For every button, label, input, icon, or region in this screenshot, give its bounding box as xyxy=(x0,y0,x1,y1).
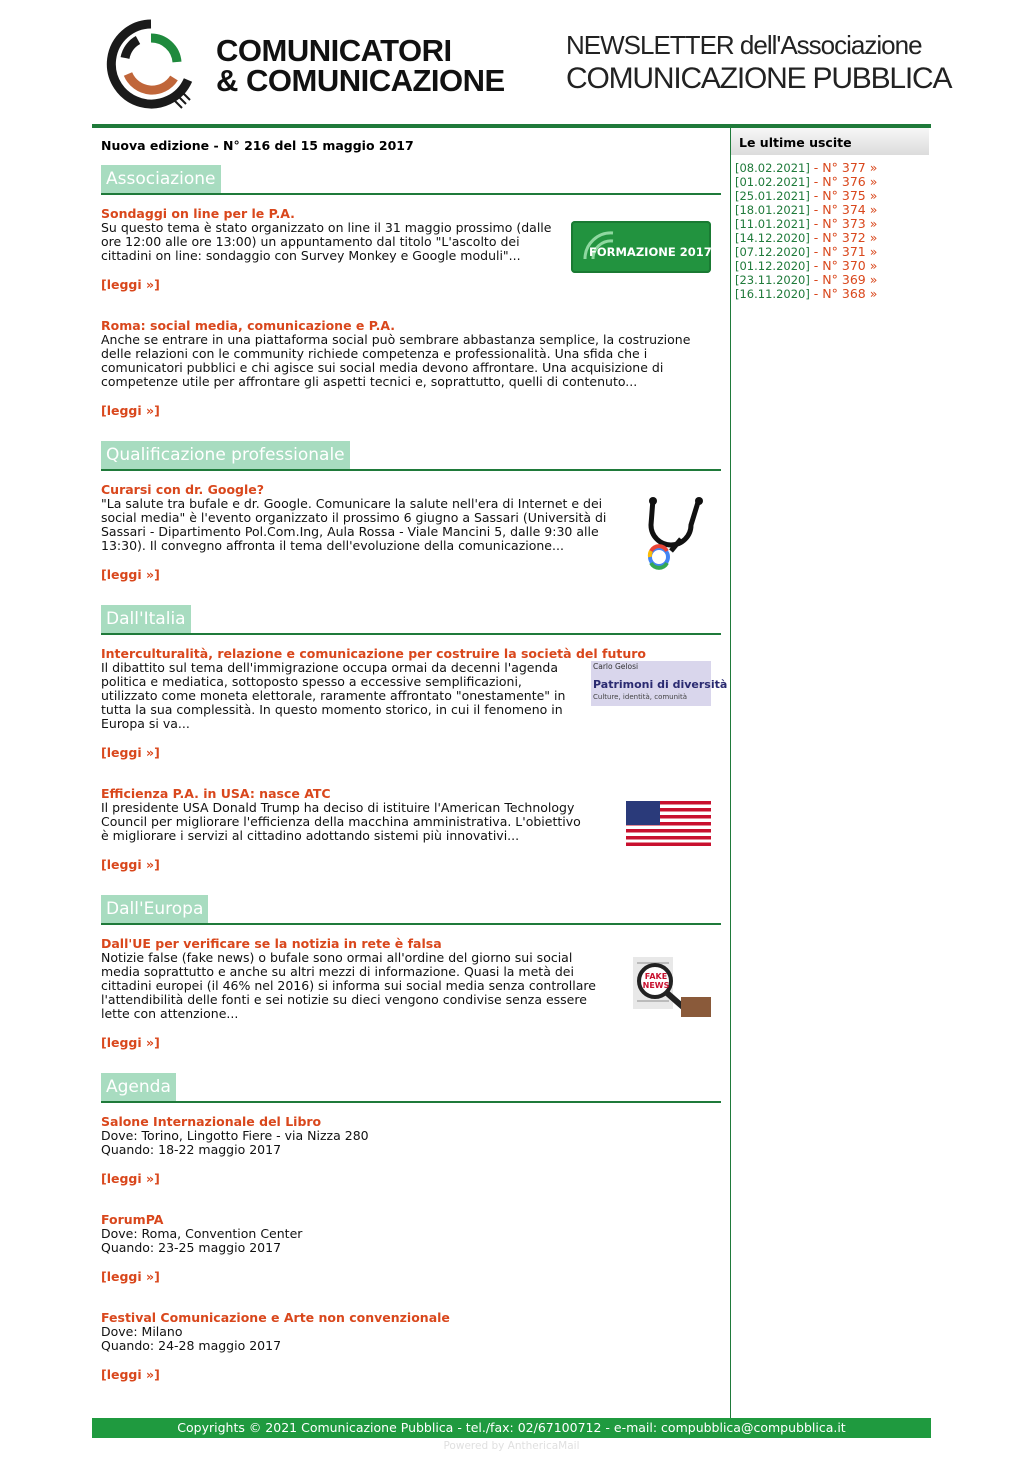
newsletter-tagline: NEWSLETTER dell'Associazione xyxy=(566,30,922,60)
issue-link[interactable]: N° 375 » xyxy=(822,188,878,203)
issue-link[interactable]: N° 373 » xyxy=(822,216,878,231)
article-summary: Su questo tema è stato organizzato on line il 31 maggio prossimo (dalle ore 12:00 alle ore 13:00) un appuntamento dal titolo "L'ascolto dei cittadini on line: sondaggio con Survey Monkey e Google moduli"... xyxy=(101,220,552,263)
formazione-thumbnail[interactable] xyxy=(571,221,711,273)
issue-separator: - xyxy=(809,202,823,217)
issue-item xyxy=(735,203,877,217)
agenda-when: Quando: 23-25 maggio 2017 xyxy=(101,1240,282,1255)
issue-separator: - xyxy=(809,216,823,231)
issue-link[interactable]: N° 369 » xyxy=(822,272,878,287)
issue-link[interactable]: N° 377 » xyxy=(822,160,878,175)
article-title-link[interactable]: Sondaggi on line per le P.A. xyxy=(101,206,295,221)
issue-list xyxy=(735,161,877,301)
newsletter-association-name: COMUNICAZIONE PUBBLICA xyxy=(566,62,952,95)
issue-date: [16.11.2020] xyxy=(735,287,810,301)
article-item xyxy=(101,482,721,582)
footer-copyright: Copyrights © 2021 Comunicazione Pubblica - tel./fax: 02/67100712 - e-mail: compubblica@compubblica.it xyxy=(92,1418,931,1438)
article-summary: Il dibattito sul tema dell'immigrazione occupa ormai da decenni l'agenda politica e mediatica, sottoposto spesso a eccessive semplificazioni, utilizzato come moneta elettorale, raramente affrontato "onestamente" in tutta la sua complessità. In questo momento storico, in cui il fenomeno in Europa si va... xyxy=(101,660,566,731)
read-more-link[interactable]: [leggi »] xyxy=(101,1171,160,1186)
issue-date: [25.01.2021] xyxy=(735,189,810,203)
issue-date: [08.02.2021] xyxy=(735,161,810,175)
issue-separator: - xyxy=(809,272,823,287)
issue-item xyxy=(735,273,877,287)
logo-line-1: COMUNICATORI xyxy=(216,33,452,68)
issue-separator: - xyxy=(809,286,823,301)
issue-separator: - xyxy=(809,258,823,273)
issue-date: [07.12.2020] xyxy=(735,245,810,259)
article-title-link[interactable]: Roma: social media, comunicazione e P.A. xyxy=(101,318,396,333)
issue-date: [14.12.2020] xyxy=(735,231,810,245)
section-rule xyxy=(101,193,721,195)
section-header-qualificazione xyxy=(101,441,721,471)
thumbnail-caption: FORMAZIONE 2017 xyxy=(589,245,712,259)
fake-news-thumbnail[interactable] xyxy=(633,957,711,1017)
logo-wordmark xyxy=(216,33,505,98)
logo-icon xyxy=(108,18,194,114)
agenda-item xyxy=(101,1310,721,1382)
section-label: Agenda xyxy=(101,1073,176,1101)
issue-item xyxy=(735,175,877,189)
agenda-item xyxy=(101,1212,721,1284)
section-rule xyxy=(101,923,721,925)
read-more-link[interactable]: [leggi »] xyxy=(101,1367,160,1382)
article-summary: Notizie false (fake news) o bufale sono ormai all'ordine del giorno sui social media soprattutto e anche su altri mezzi di informazione. Quasi la metà dei cittadini europei (il 46% nel 2016) si informa sui social media senza controllare l'attendibilità delle fonti e sei notizie su dieci vengono condivise senza essere lette con attenzione... xyxy=(101,950,596,1021)
agenda-item xyxy=(101,1114,721,1186)
issue-separator: - xyxy=(809,244,823,259)
book-author: Carlo Gelosi xyxy=(593,662,639,671)
agenda-when: Quando: 18-22 maggio 2017 xyxy=(101,1142,282,1157)
issue-date: [01.12.2020] xyxy=(735,259,810,273)
issue-link[interactable]: N° 376 » xyxy=(822,174,878,189)
issue-date: [23.11.2020] xyxy=(735,273,810,287)
read-more-link[interactable]: [leggi »] xyxy=(101,745,160,760)
article-summary: Anche se entrare in una piattaforma social può sembrare abbastanza semplice, la costruzione delle relazioni con le community richiede competenza e professionalità. Una sfida che i comunicatori pubblici e chi agisce sui social media devono affrontare. Una acquisizione di competenze utile per affrontare gli aspetti tecnici e, soprattutto, quelli di contenuto... xyxy=(101,332,691,389)
issue-item xyxy=(735,259,877,273)
section-rule xyxy=(101,1101,721,1103)
article-item xyxy=(101,318,721,418)
issue-separator: - xyxy=(809,188,823,203)
agenda-where: Dove: Torino, Lingotto Fiere - via Nizza 280 xyxy=(101,1128,369,1143)
logo-line-2: & COMUNICAZIONE xyxy=(216,63,505,98)
book-subtitle: Culture, identità, comunità xyxy=(593,693,688,701)
issue-item xyxy=(735,245,877,259)
read-more-link[interactable]: [leggi »] xyxy=(101,857,160,872)
section-rule xyxy=(101,469,721,471)
issue-separator: - xyxy=(809,160,823,175)
read-more-link[interactable]: [leggi »] xyxy=(101,1035,160,1050)
thumbnail-caption: FAKE NEWS xyxy=(642,972,670,990)
issue-link[interactable]: N° 374 » xyxy=(822,202,878,217)
issue-separator: - xyxy=(809,174,823,189)
section-label: Dall'Europa xyxy=(101,895,208,923)
issue-link[interactable]: N° 371 » xyxy=(822,244,878,259)
issue-date: [18.01.2021] xyxy=(735,203,810,217)
agenda-when: Quando: 24-28 maggio 2017 xyxy=(101,1338,282,1353)
issue-item xyxy=(735,189,877,203)
section-header-dall-italia xyxy=(101,605,721,635)
book-title: Patrimoni di diversità xyxy=(593,678,728,691)
issue-link[interactable]: N° 372 » xyxy=(822,230,878,245)
section-header-dall-europa xyxy=(101,895,721,925)
issue-separator: - xyxy=(809,230,823,245)
article-title-link[interactable]: Efficienza P.A. in USA: nasce ATC xyxy=(101,786,331,801)
article-title-link[interactable]: Dall'UE per verificare se la notizia in rete è falsa xyxy=(101,936,442,951)
issue-link[interactable]: N° 368 » xyxy=(822,286,878,301)
issue-item xyxy=(735,287,877,301)
powered-by-link[interactable]: Powered by AnthericaMail xyxy=(443,1440,580,1452)
article-item xyxy=(101,646,728,760)
article-title-link[interactable]: Curarsi con dr. Google? xyxy=(101,482,264,497)
read-more-link[interactable]: [leggi »] xyxy=(101,567,160,582)
article-title-link[interactable]: Interculturalità, relazione e comunicazione per costruire la società del futuro xyxy=(101,646,646,661)
header xyxy=(92,0,952,124)
section-label: Dall'Italia xyxy=(101,605,191,633)
us-flag-icon[interactable] xyxy=(626,801,711,846)
section-label: Qualificazione professionale xyxy=(101,441,350,469)
read-more-link[interactable]: [leggi »] xyxy=(101,403,160,418)
issue-item xyxy=(735,161,877,175)
issue-link[interactable]: N° 370 » xyxy=(822,258,878,273)
edition-title: Nuova edizione - N° 216 del 15 maggio 2017 xyxy=(101,138,414,153)
article-item xyxy=(101,936,721,1050)
agenda-title-link[interactable]: ForumPA xyxy=(101,1212,164,1227)
issue-item xyxy=(735,231,877,245)
section-header-agenda xyxy=(101,1073,721,1103)
issue-item xyxy=(735,217,877,231)
article-item xyxy=(101,206,721,292)
agenda-where: Dove: Milano xyxy=(101,1324,183,1339)
section-rule xyxy=(101,633,721,635)
main-column xyxy=(92,128,731,1418)
issue-date: [11.01.2021] xyxy=(735,217,810,231)
stethoscope-google-icon[interactable] xyxy=(641,495,711,569)
newsletter-container xyxy=(92,0,952,1452)
sidebar-title: Le ultime uscite xyxy=(731,128,929,155)
agenda-title-link[interactable]: Salone Internazionale del Libro xyxy=(101,1114,322,1129)
read-more-link[interactable]: [leggi »] xyxy=(101,277,160,292)
agenda-where: Dove: Roma, Convention Center xyxy=(101,1226,303,1241)
issue-date: [01.02.2021] xyxy=(735,175,810,189)
article-item xyxy=(101,786,721,872)
section-label: Associazione xyxy=(101,165,221,193)
book-cover-thumbnail[interactable] xyxy=(591,661,728,706)
section-header-associazione xyxy=(101,165,721,195)
read-more-link[interactable]: [leggi »] xyxy=(101,1269,160,1284)
article-summary: Il presidente USA Donald Trump ha deciso di istituire l'American Technology Council per migliorare l'efficienza della macchina amministrativa. L'obiettivo è migliorare i servizi al cittadino adottando sistemi più innovativi... xyxy=(101,800,581,843)
article-summary: "La salute tra bufale e dr. Google. Comunicare la salute nell'era di Internet e dei social media" è l'evento organizzato il prossimo 6 giugno a Sassari (Università di Sassari - Dipartimento Pol.Com.Ing, Aula Rossa - Viale Mancini 5, dalle 9:30 alle 13:30). Il convegno affronta il tema dell'evoluzione della comunicazione... xyxy=(101,496,607,553)
agenda-title-link[interactable]: Festival Comunicazione e Arte non convenzionale xyxy=(101,1310,450,1325)
